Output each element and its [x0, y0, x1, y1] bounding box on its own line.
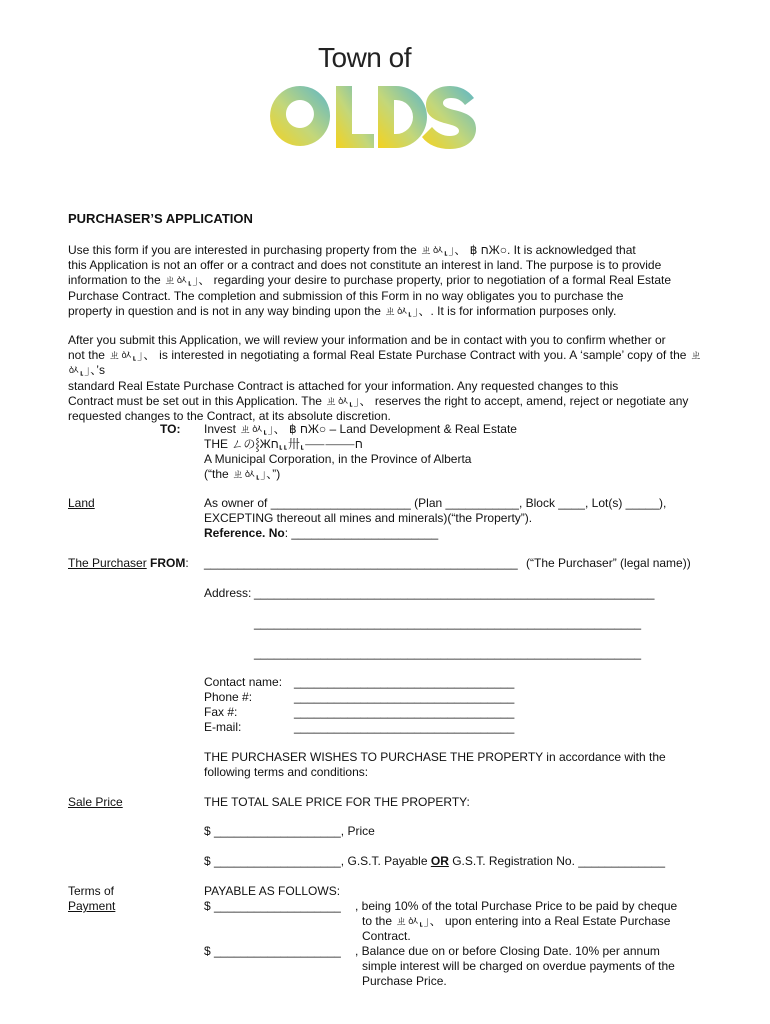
- after-line: not the ㄓㆂ⸤」、 is interested in negotiating a formal Real Estate Purchase Contract with you. A ‘sample’ copy of the ㄓㆂ⸤」、’s: [68, 348, 702, 378]
- olds-logo: [270, 82, 480, 152]
- sale-price-heading: THE TOTAL SALE PRICE FOR THE PROPERTY:: [204, 795, 470, 809]
- balance-line-2: simple interest will be charged on overdue payments of the: [362, 959, 675, 973]
- after-paragraph: [68, 333, 702, 424]
- address-field-3[interactable]: __________________________________________________________: [254, 646, 642, 660]
- intro-line: information to the ㄓㆂ⸤」、 regarding your desire to purchase property, prior to negotiation of a formal Real Estate: [68, 273, 672, 288]
- contact-name-field[interactable]: _________________________________: [294, 675, 515, 689]
- terms-label-1: Terms of: [68, 884, 115, 898]
- purchaser-name-field[interactable]: _______________________________________________: [204, 556, 518, 570]
- contact-name-label: Contact name:: [204, 675, 283, 689]
- balance-line-1: , Balance due on or before Closing Date. 10% per annum: [355, 944, 660, 958]
- after-line: standard Real Estate Purchase Contract is attached for your information. Any requested changes to this: [68, 378, 619, 393]
- from-label: FROM: [150, 556, 186, 570]
- gst-text-b: G.S.T. Registration No. _____________: [448, 854, 665, 868]
- after-line: requested changes to the Contract, at its absolute discretion.: [68, 409, 391, 424]
- terms-label-2: Payment: [68, 899, 116, 913]
- land-owner-field[interactable]: As owner of _____________________ (Plan ___________, Block ____, Lot(s) _____),: [204, 496, 667, 510]
- from-colon: :: [185, 556, 189, 570]
- reference-label: Reference. No: [204, 526, 285, 540]
- reference-number-field[interactable]: [204, 526, 438, 541]
- to-line-4: (“the ㄓㆂ⸤」、”): [204, 467, 281, 481]
- email-field[interactable]: _________________________________: [294, 720, 515, 734]
- intro-line: Use this form if you are interested in purchasing property from the ㄓㆂ⸤」、 ฿ חЖ○. It is acknowledged that: [68, 243, 636, 257]
- to-line-2: THE ㄥの⸾Жח⸤⸤卅⸤⸺⸻ח: [204, 437, 363, 451]
- balance-line-3: Purchase Price.: [362, 974, 447, 988]
- address-field-1[interactable]: ____________________________________________________________: [254, 586, 655, 600]
- land-label: Land: [68, 496, 95, 510]
- land-excepting-text: EXCEPTING thereout all mines and minerals)(“the Property”).: [204, 511, 533, 525]
- intro-line: Purchase Contract. The completion and submission of this Form in no way obligates you to purchase the: [68, 288, 624, 303]
- fax-field[interactable]: _________________________________: [294, 705, 515, 719]
- to-line-1: Invest ㄓㆂ⸤」、 ฿ חЖ○ – Land Development & Real Estate: [204, 422, 517, 436]
- phone-label: Phone #:: [204, 690, 253, 704]
- deposit-field[interactable]: $ ___________________: [204, 899, 341, 913]
- gst-or: OR: [430, 854, 449, 868]
- gst-text-a: $ ___________________, G.S.T. Payable: [204, 854, 431, 868]
- address-field-2[interactable]: __________________________________________________________: [254, 616, 642, 630]
- intro-paragraph: [68, 243, 702, 319]
- intro-line: this Application is not an offer or a contract and does not constitute an interest in land. The purpose is to provide: [68, 258, 662, 273]
- sale-price-label: Sale Price: [68, 795, 123, 809]
- deposit-line-1: , being 10% of the total Purchase Price to be paid by cheque: [355, 899, 678, 913]
- to-line-3: A Municipal Corporation, in the Province of Alberta: [204, 452, 472, 466]
- address-label: Address:: [204, 586, 252, 600]
- intro-line: property in question and is not in any way binding upon the ㄓㆂ⸤」、. It is for information purposes only.: [68, 303, 617, 318]
- gst-field[interactable]: [204, 854, 665, 869]
- fax-label: Fax #:: [204, 705, 238, 719]
- to-label: TO:: [160, 422, 181, 436]
- wishes-line-1: THE PURCHASER WISHES TO PURCHASE THE PROPERTY in accordance with the: [204, 750, 666, 764]
- purchaser-label: The Purchaser: [68, 556, 147, 570]
- after-line: Contract must be set out in this Application. The ㄓㆂ⸤」、 reserves the right to accept, amend, reject or negotiate any: [68, 393, 689, 408]
- email-label: E-mail:: [204, 720, 242, 734]
- price-field[interactable]: $ ___________________, Price: [204, 824, 375, 838]
- payable-heading: PAYABLE AS FOLLOWS:: [204, 884, 341, 898]
- purchaser-name-note: (“The Purchaser” (legal name)): [526, 556, 691, 570]
- wishes-line-2: following terms and conditions:: [204, 765, 369, 779]
- logo-town-text: Town of: [318, 42, 411, 73]
- balance-field[interactable]: $ ___________________: [204, 944, 341, 958]
- after-line: After you submit this Application, we will review your information and be in contact with you to confirm whether or: [68, 333, 666, 347]
- purchaser-label-row: [68, 556, 189, 571]
- phone-field[interactable]: _________________________________: [294, 690, 515, 704]
- page-title: PURCHASER’S APPLICATION: [68, 211, 253, 226]
- deposit-line-2: to the ㄓㆂ⸤」、 upon entering into a Real Estate Purchase: [362, 914, 671, 928]
- deposit-line-3: Contract.: [362, 929, 411, 943]
- reference-blank: : ______________________: [284, 526, 439, 540]
